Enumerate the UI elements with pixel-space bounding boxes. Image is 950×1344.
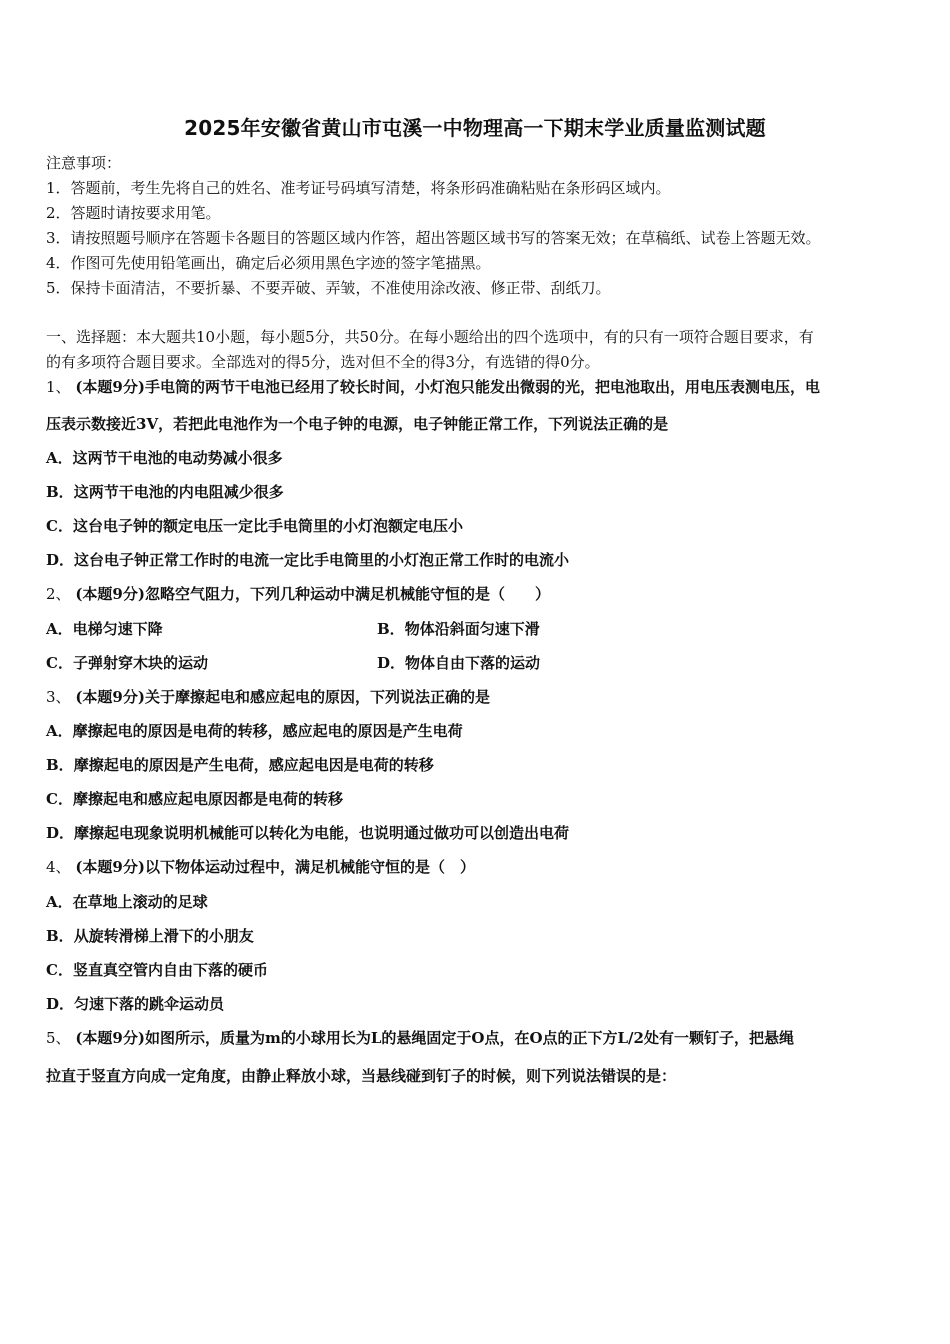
option-text: 摩擦起电现象说明机械能可以转化为电能，也说明通过做功可以创造出电荷 [74,824,570,842]
option-label: B． [46,483,74,501]
notice-item-3: 3．请按照题号顺序在答题卡各题目的答题区域内作答，超出答题区域书写的答案无效；在草稿纸、试卷上答题无效。 [46,229,821,247]
option-text: 物体自由下落的运动 [405,654,541,672]
question-3-option-c [46,788,343,810]
question-4-option-a [46,891,208,913]
question-number: 1、 [46,378,71,396]
question-3-option-a [46,720,463,742]
option-label: D． [46,824,75,842]
option-label: C． [46,790,73,808]
notice-item-2: 2．答题时请按要求用笔。 [46,204,221,222]
question-number: 3、 [46,688,71,706]
question-2-option-c [46,652,208,674]
option-text: 物体沿斜面匀速下滑 [404,620,540,638]
question-4-option-b [46,925,254,947]
option-label: A． [46,449,73,467]
question-3 [46,686,490,708]
document-title: 2025年安徽省黄山市屯溪一中物理高一下期末学业质量监测试题 [184,116,766,140]
option-text: 摩擦起电和感应起电原因都是电荷的转移 [72,790,343,808]
question-number: 2、 [46,585,71,603]
question-5-stem-line-2: 拉直于竖直方向成一定角度，由静止释放小球，当悬线碰到钉子的时候，则下列说法错误的是： [46,1067,677,1085]
question-2-option-d [377,652,540,674]
question-1-option-d [46,549,569,571]
notice-item-4: 4．作图可先使用铅笔画出，确定后必须用黑色字迹的签字笔描黑。 [46,254,491,272]
option-label: B． [46,756,74,774]
option-text: 摩擦起电的原因是电荷的转移，感应起电的原因是产生电荷 [72,722,463,740]
section-intro-line-2: 的有多项符合题目要求。全部选对的得5分，选对但不全的得3分，有选错的得0分。 [46,353,600,371]
option-text: 匀速下落的跳伞运动员 [74,995,225,1013]
question-1 [46,376,820,398]
option-text: 子弹射穿木块的运动 [72,654,208,672]
option-label: B． [46,927,74,945]
question-1-option-b [46,481,284,503]
option-text: 这台电子钟的额定电压一定比手电筒里的小灯泡额定电压小 [72,517,463,535]
option-label: D． [377,654,406,672]
option-label: B． [377,620,405,638]
option-label: C． [46,517,73,535]
question-3-option-b [46,754,434,776]
option-text: 这两节干电池的内电阻减少很多 [73,483,284,501]
question-2-option-a [46,618,163,640]
question-stem: (本题9分)以下物体运动过程中，满足机械能守恒的是（ ） [75,858,475,876]
option-label: C． [46,961,73,979]
question-stem: (本题9分)手电筒的两节干电池已经用了较长时间，小灯泡只能发出微弱的光，把电池取出，用电压表测电压，电 [75,378,820,396]
question-5 [46,1027,794,1049]
question-4-option-d [46,993,224,1015]
question-1-option-a [46,447,283,469]
option-label: A． [46,722,73,740]
option-text: 竖直真空管内自由下落的硬币 [72,961,268,979]
option-text: 摩擦起电的原因是产生电荷，感应起电因是电荷的转移 [73,756,434,774]
option-label: A． [46,893,73,911]
notice-item-1: 1．答题前，考生先将自己的姓名、准考证号码填写清楚，将条形码准确粘贴在条形码区域内。 [46,179,671,197]
option-text: 电梯匀速下降 [72,620,163,638]
option-text: 这两节干电池的电动势减小很多 [72,449,283,467]
question-4-option-c [46,959,268,981]
question-1-option-c [46,515,463,537]
question-stem: (本题9分)关于摩擦起电和感应起电的原因，下列说法正确的是 [75,688,490,706]
question-stem: (本题9分)如图所示，质量为m的小球用长为L的悬绳固定于O点，在O点的正下方L/2处有一颗钉子，把悬绳 [75,1029,794,1047]
option-label: A． [46,620,73,638]
question-stem: (本题9分)忽略空气阻力，下列几种运动中满足机械能守恒的是（ ） [75,585,550,603]
question-2 [46,583,550,605]
option-label: D． [46,551,75,569]
option-label: D． [46,995,75,1013]
question-number: 5、 [46,1029,71,1047]
option-text: 从旋转滑梯上滑下的小朋友 [73,927,254,945]
question-4 [46,856,475,878]
question-number: 4、 [46,858,71,876]
option-text: 这台电子钟正常工作时的电流一定比手电筒里的小灯泡正常工作时的电流小 [74,551,570,569]
question-3-option-d [46,822,569,844]
notice-heading: 注意事项： [46,154,122,172]
question-1-stem-line-2: 压表示数接近3V，若把此电池作为一个电子钟的电源，电子钟能正常工作，下列说法正确的是 [46,415,669,433]
question-2-option-b [377,618,540,640]
section-intro-line-1: 一、选择题：本大题共10小题，每小题5分，共50分。在每小题给出的四个选项中，有的只有一项符合题目要求，有 [46,328,814,346]
notice-item-5: 5．保持卡面清洁，不要折暴、不要弄破、弄皱，不准使用涂改液、修正带、刮纸刀。 [46,279,611,297]
option-label: C． [46,654,73,672]
option-text: 在草地上滚动的足球 [72,893,208,911]
